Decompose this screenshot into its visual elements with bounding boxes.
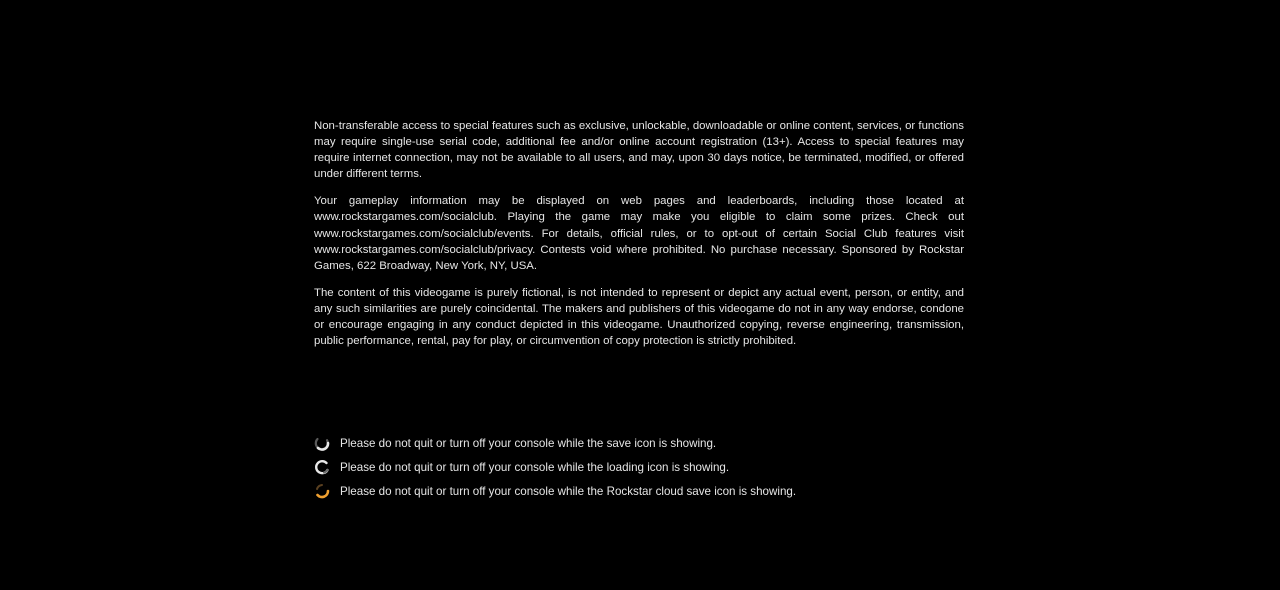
- legal-paragraph-fiction-disclaimer: The content of this videogame is purely fictional, is not intended to represent or depict any actual event, person, or entity, and any such similarities are purely coincidental. The makers and publishers of this videogame do not in any way endorse, condone or encourage engaging in any conduct depicted in this videogame. Unauthorized copying, reverse engineering, transmission, public performance, rental, pay for play, or circumvention of copy protection is strictly prohibited.: [314, 286, 964, 348]
- legal-paragraph-gameplay-info: Your gameplay information may be displayed on web pages and leaderboards, including those located at www.rockstargames.com/socialclub. Playing the game may make you eligible to claim some prizes. Check out www.rockstargames.com/socialclub/events. For details, official rules, or to opt-out of certain Social Club features visit www.rockstargames.com/socialclub/privacy. Contests void where prohibited. No purchase necessary. Sponsored by Rockstar Games, 622 Broadway, New York, NY, USA.: [314, 195, 964, 272]
- save-spinner-icon: [314, 435, 330, 451]
- loading-spinner-icon: [314, 459, 330, 475]
- cloud-save-spinner-icon: [314, 483, 330, 499]
- save-notices: [314, 431, 1014, 503]
- notice-save: [314, 431, 1014, 455]
- notice-loading-text: Please do not quit or turn off your console while the loading icon is showing.: [340, 460, 730, 474]
- legal-text-block: [314, 118, 964, 360]
- notice-cloud-save-text: Please do not quit or turn off your console while the Rockstar cloud save icon is showing.: [340, 484, 797, 498]
- notice-save-text: Please do not quit or turn off your console while the save icon is showing.: [340, 436, 717, 450]
- notice-loading: [314, 455, 1014, 479]
- legal-paragraph-access: Non-transferable access to special features such as exclusive, unlockable, downloadable or online content, services, or functions may require single-use serial code, additional fee and/or online account registration (13+). Access to special features may require internet connection, may not be available to all users, and may, upon 30 days notice, be terminated, modified, or offered under different terms.: [314, 120, 964, 181]
- notice-cloud-save: [314, 479, 1014, 503]
